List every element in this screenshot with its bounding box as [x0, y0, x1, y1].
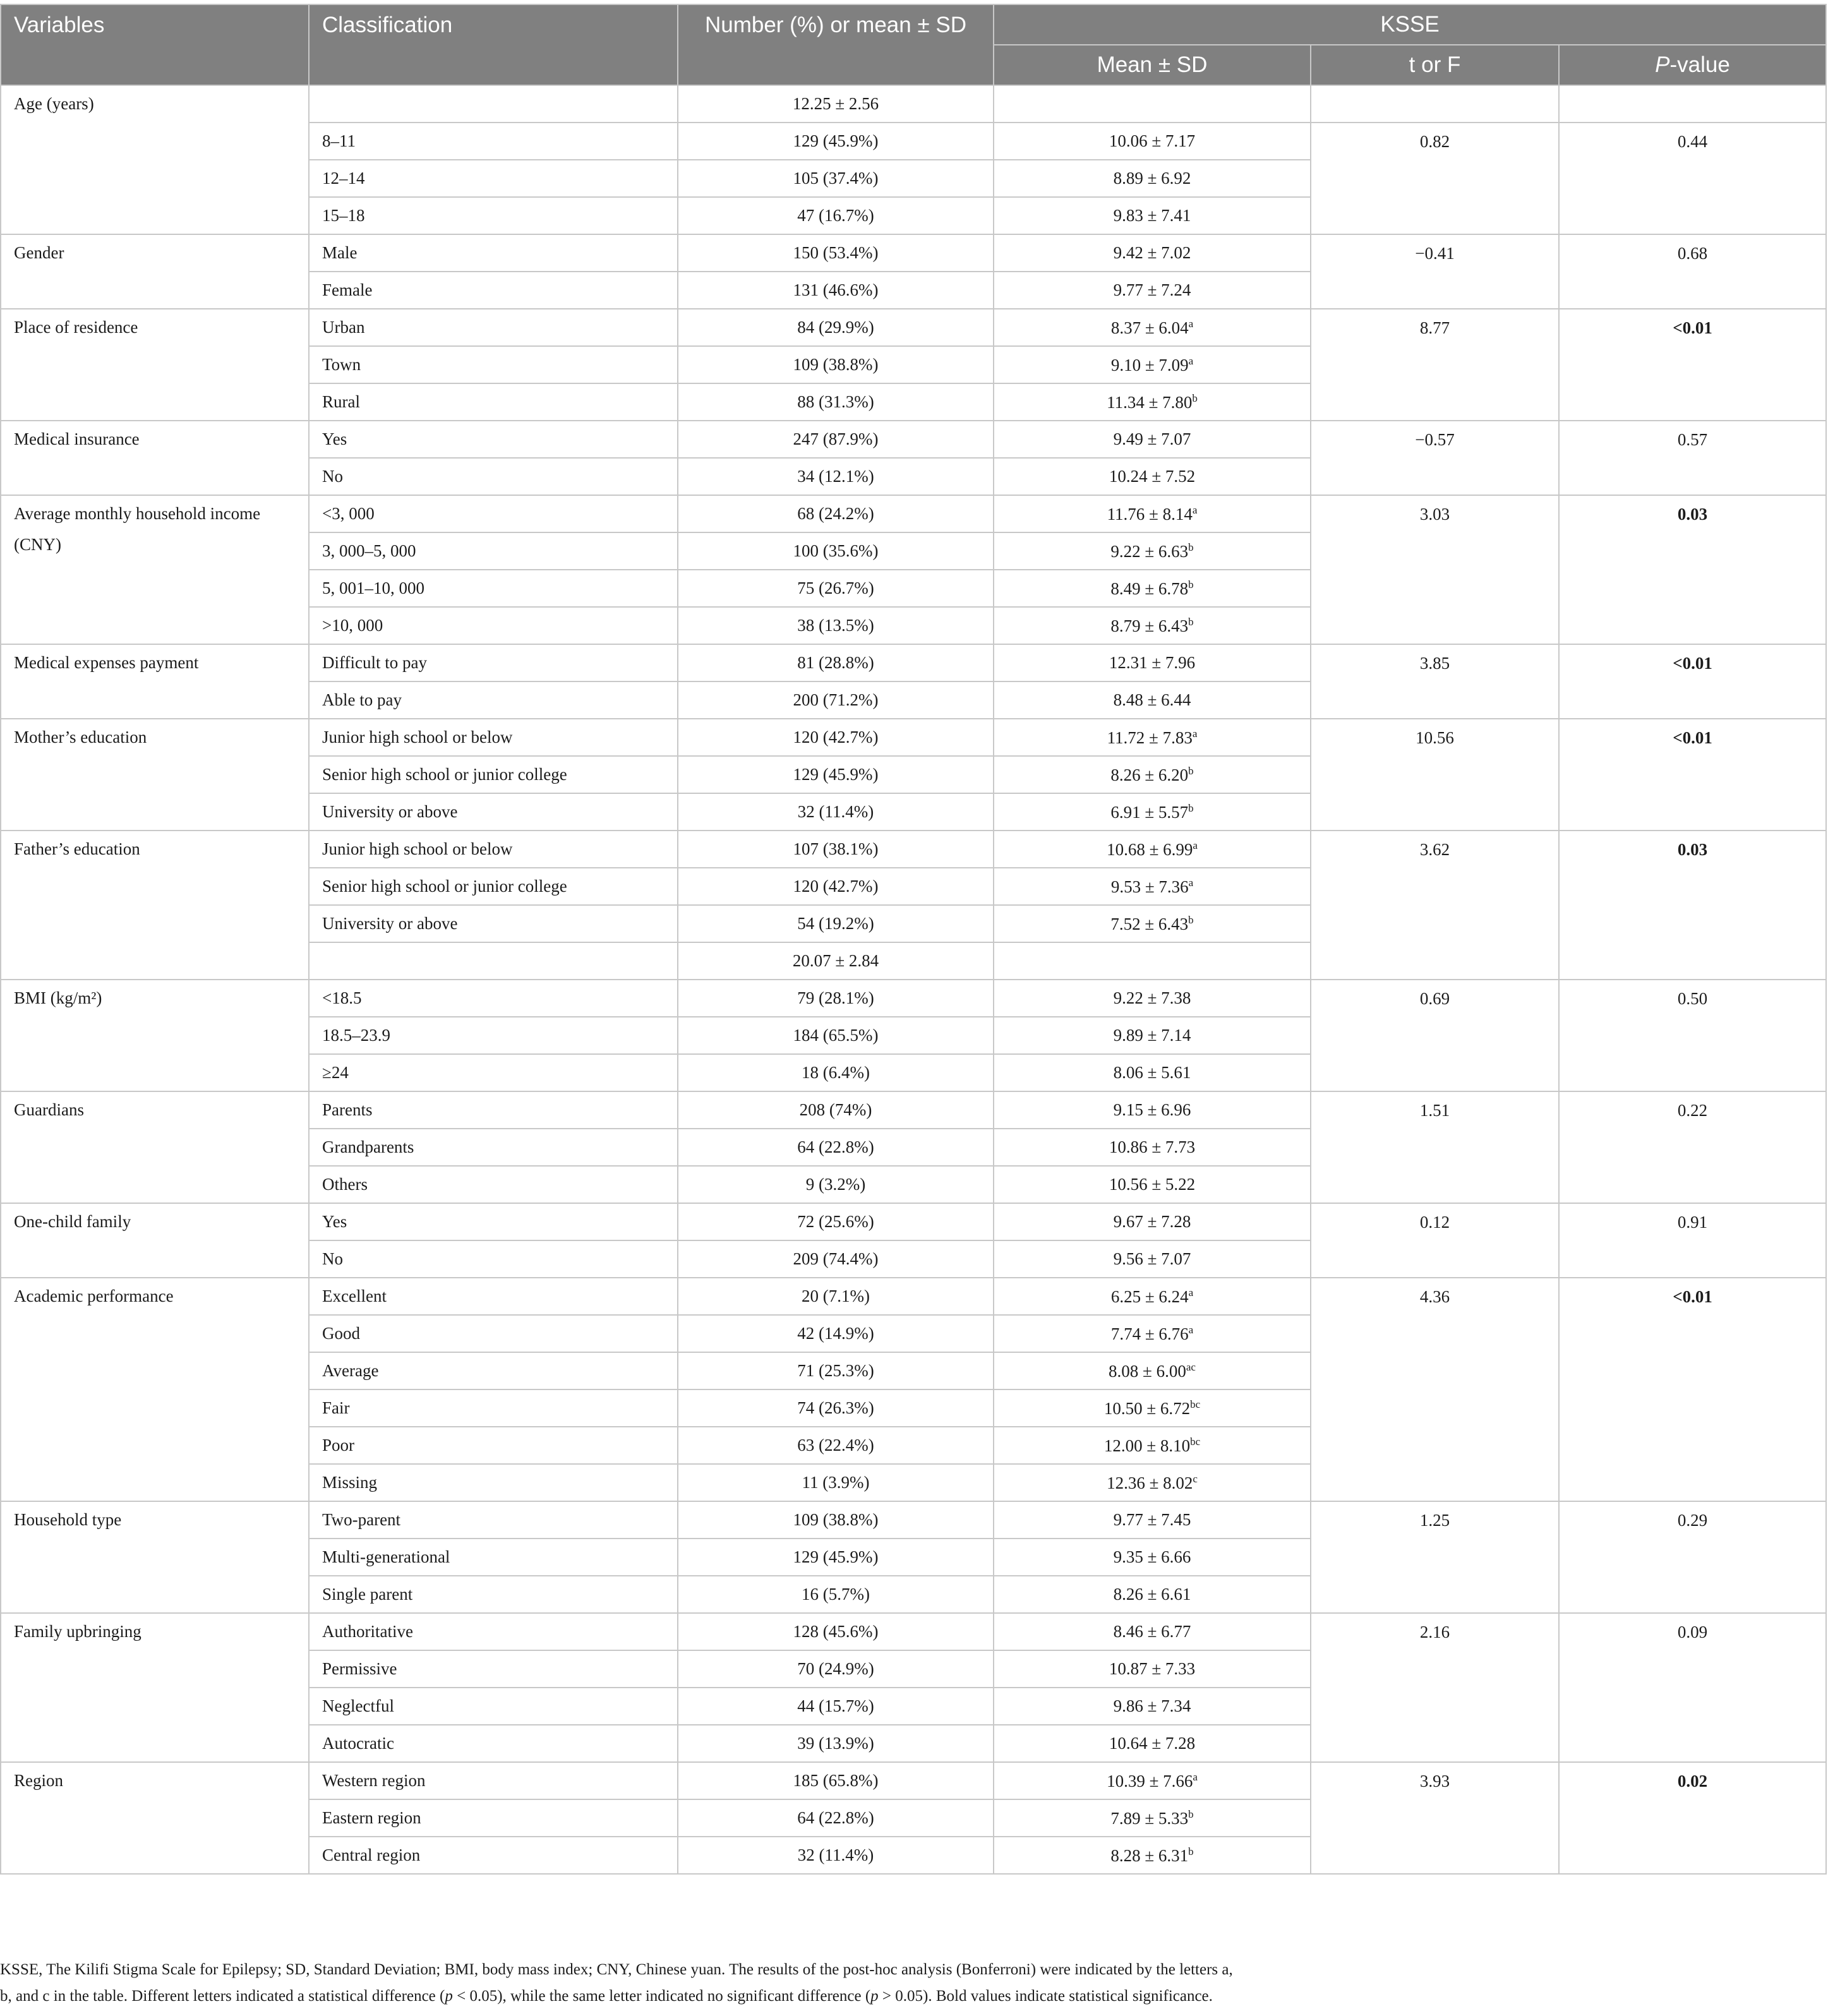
variable-name: Age (years) [1, 85, 309, 234]
header-p-letter: P [1655, 52, 1670, 77]
t-or-f-value: 0.12 [1311, 1203, 1559, 1278]
mean-sd-value: 9.77 ± 7.24 [1113, 280, 1191, 299]
number-cell: 109 (38.8%) [678, 346, 994, 383]
classification-cell: Poor [309, 1427, 678, 1464]
variable-name: Mother’s education [1, 719, 309, 831]
mean-sd-value: 7.74 ± 6.76 [1110, 1324, 1189, 1343]
classification-cell: Male [309, 234, 678, 272]
mean-sd-cell [994, 1389, 1311, 1427]
header-t-or-f: t or F [1311, 45, 1559, 85]
t-or-f-value: −0.57 [1311, 421, 1559, 495]
mean-sd-cell [994, 719, 1311, 756]
footnote-line-2b: < 0.05), while the same letter indicated no significant difference ( [452, 1988, 871, 2005]
mean-sd-value: 8.49 ± 6.78 [1110, 579, 1189, 598]
number-cell: 70 (24.9%) [678, 1650, 994, 1688]
mean-sd-value: 8.26 ± 6.61 [1113, 1585, 1191, 1604]
mean-sd-cell [994, 1240, 1311, 1278]
mean-sd-cell [994, 1278, 1311, 1315]
table-row [1, 644, 1826, 681]
classification-cell: Neglectful [309, 1688, 678, 1725]
mean-sd-value: 11.34 ± 7.80 [1107, 392, 1193, 412]
classification-cell: <18.5 [309, 980, 678, 1017]
t-or-f-value: 10.56 [1311, 719, 1559, 831]
table-row [1, 719, 1826, 756]
mean-sd-cell [994, 905, 1311, 942]
mean-sd-cell [994, 1129, 1311, 1166]
mean-sd-value: 9.89 ± 7.14 [1113, 1026, 1191, 1045]
header-p-value [1559, 45, 1826, 85]
number-cell: 88 (31.3%) [678, 383, 994, 421]
table-row [1, 1613, 1826, 1650]
number-cell: 105 (37.4%) [678, 160, 994, 197]
mean-sd-cell [994, 1650, 1311, 1688]
classification-cell: No [309, 1240, 678, 1278]
classification-cell: Urban [309, 309, 678, 346]
mean-sd-cell [994, 793, 1311, 831]
table-row [1, 1278, 1826, 1315]
classification-cell: Good [309, 1315, 678, 1352]
posthoc-letter: a [1188, 1286, 1194, 1299]
classification-cell: Senior high school or junior college [309, 756, 678, 793]
p-value: <0.01 [1559, 309, 1826, 421]
t-or-f-value: 0.69 [1311, 980, 1559, 1091]
mean-sd-cell [994, 234, 1311, 272]
mean-sd-value: 8.26 ± 6.20 [1110, 765, 1189, 784]
mean-sd-value: 9.67 ± 7.28 [1113, 1212, 1191, 1231]
empty-cell [1311, 85, 1559, 123]
number-cell: 9 (3.2%) [678, 1166, 994, 1203]
mean-sd-cell [994, 1464, 1311, 1501]
mean-sd-value: 9.56 ± 7.07 [1113, 1249, 1191, 1268]
mean-sd-value: 10.64 ± 7.28 [1109, 1734, 1196, 1753]
posthoc-letter: c [1193, 1472, 1198, 1485]
classification-cell [309, 942, 678, 980]
classification-cell: Junior high school or below [309, 719, 678, 756]
classification-cell: Western region [309, 1762, 678, 1799]
posthoc-letter: a [1192, 503, 1198, 516]
mean-sd-value: 8.08 ± 6.00 [1109, 1361, 1186, 1381]
number-cell: 100 (35.6%) [678, 532, 994, 570]
mean-sd-cell [994, 1725, 1311, 1762]
mean-sd-cell [994, 1576, 1311, 1613]
variable-name: Academic performance [1, 1278, 309, 1501]
classification-cell: Excellent [309, 1278, 678, 1315]
classification-cell: 18.5–23.9 [309, 1017, 678, 1054]
mean-sd-cell [994, 1091, 1311, 1129]
mean-sd-value: 12.36 ± 8.02 [1107, 1473, 1193, 1492]
variable-name: Gender [1, 234, 309, 309]
mean-sd-cell [994, 831, 1311, 868]
footnote-line-1: KSSE, The Kilifi Stigma Scale for Epilepsy; SD, Standard Deviation; BMI, body mass index; CNY, Chinese yuan. The results of the post-hoc analysis (Bonferroni) were indicated by the letters a, [0, 1961, 1233, 1978]
mean-sd-value: 10.24 ± 7.52 [1109, 467, 1196, 486]
mean-sd-value: 9.86 ± 7.34 [1113, 1696, 1191, 1715]
number-cell: 84 (29.9%) [678, 309, 994, 346]
mean-sd-value: 8.37 ± 6.04 [1110, 318, 1189, 337]
table-row [1, 309, 1826, 346]
mean-sd-value: 9.15 ± 6.96 [1113, 1100, 1191, 1119]
mean-sd-value: 9.77 ± 7.45 [1113, 1510, 1191, 1529]
mean-sd-cell [994, 123, 1311, 160]
classification-cell: Multi-generational [309, 1539, 678, 1576]
mean-sd-cell [994, 1315, 1311, 1352]
mean-sd-value: 11.72 ± 7.83 [1107, 728, 1193, 747]
t-or-f-value: −0.41 [1311, 234, 1559, 309]
classification-cell: Eastern region [309, 1799, 678, 1837]
mean-sd-cell [994, 1688, 1311, 1725]
variable-name: Medical expenses payment [1, 644, 309, 719]
mean-sd-value: 6.91 ± 5.57 [1110, 802, 1189, 822]
table-row [1, 1091, 1826, 1129]
classification-cell: Yes [309, 1203, 678, 1240]
number-cell: 129 (45.9%) [678, 756, 994, 793]
number-cell: 12.25 ± 2.56 [678, 85, 994, 123]
classification-cell: Permissive [309, 1650, 678, 1688]
classification-cell: Central region [309, 1837, 678, 1874]
table-row [1, 831, 1826, 868]
classification-cell: University or above [309, 793, 678, 831]
variable-name: Household type [1, 1501, 309, 1613]
number-cell: 129 (45.9%) [678, 123, 994, 160]
mean-sd-value: 9.83 ± 7.41 [1113, 206, 1191, 225]
mean-sd-value: 12.00 ± 8.10 [1103, 1436, 1191, 1455]
mean-sd-cell [994, 607, 1311, 644]
mean-sd-value: 10.56 ± 5.22 [1109, 1175, 1196, 1194]
mean-sd-value: 10.50 ± 6.72 [1103, 1398, 1191, 1418]
number-cell: 184 (65.5%) [678, 1017, 994, 1054]
header-kssse: KSSE [994, 4, 1826, 45]
p-value: 0.44 [1559, 123, 1826, 234]
mean-sd-cell [994, 570, 1311, 607]
p-value: 0.29 [1559, 1501, 1826, 1613]
header-number: Number (%) or mean ± SD [678, 4, 994, 85]
header-mean-sd: Mean ± SD [994, 45, 1311, 85]
table-row [1, 1203, 1826, 1240]
mean-sd-value: 6.25 ± 6.24 [1110, 1287, 1189, 1306]
mean-sd-value: 9.10 ± 7.09 [1110, 355, 1189, 375]
number-cell: 109 (38.8%) [678, 1501, 994, 1539]
mean-sd-cell [994, 272, 1311, 309]
variable-name: BMI (kg/m²) [1, 980, 309, 1091]
number-cell: 209 (74.4%) [678, 1240, 994, 1278]
p-value: 0.57 [1559, 421, 1826, 495]
classification-cell: >10, 000 [309, 607, 678, 644]
mean-sd-cell [994, 1427, 1311, 1464]
mean-sd-cell [994, 681, 1311, 719]
number-cell: 129 (45.9%) [678, 1539, 994, 1576]
number-cell: 54 (19.2%) [678, 905, 994, 942]
posthoc-letter: a [1193, 1770, 1198, 1783]
table-footnote [0, 1957, 1301, 2010]
classification-cell: Two-parent [309, 1501, 678, 1539]
variable-name: Guardians [1, 1091, 309, 1203]
number-cell: 47 (16.7%) [678, 197, 994, 234]
classification-cell: 15–18 [309, 197, 678, 234]
table-row [1, 980, 1826, 1017]
mean-sd-cell [994, 1054, 1311, 1091]
variable-name: One-child family [1, 1203, 309, 1278]
number-cell: 131 (46.6%) [678, 272, 994, 309]
posthoc-letter: a [1188, 1323, 1194, 1336]
classification-cell: Single parent [309, 1576, 678, 1613]
number-cell: 32 (11.4%) [678, 1837, 994, 1874]
classification-cell: 5, 001–10, 000 [309, 570, 678, 607]
mean-sd-cell [994, 1613, 1311, 1650]
mean-sd-cell [994, 197, 1311, 234]
t-or-f-value: 1.51 [1311, 1091, 1559, 1203]
mean-sd-cell [994, 160, 1311, 197]
p-value: 0.50 [1559, 980, 1826, 1091]
footnote-p-symbol: p [870, 1988, 879, 2005]
table-row [1, 1762, 1826, 1799]
number-cell: 74 (26.3%) [678, 1389, 994, 1427]
mean-sd-value: 9.22 ± 6.63 [1110, 541, 1189, 561]
t-or-f-value: 3.03 [1311, 495, 1559, 644]
classification-cell: Town [309, 346, 678, 383]
footnote-line-2c: > 0.05). Bold values indicate statistical significance. [878, 1988, 1213, 2005]
t-or-f-value: 3.85 [1311, 644, 1559, 719]
classification-cell: <3, 000 [309, 495, 678, 532]
mean-sd-cell [994, 1762, 1311, 1799]
posthoc-letter: a [1192, 727, 1198, 740]
classification-cell: Rural [309, 383, 678, 421]
table-row [1, 234, 1826, 272]
header-variables: Variables [1, 4, 309, 85]
variable-name: Region [1, 1762, 309, 1874]
mean-sd-cell [994, 1799, 1311, 1837]
number-cell: 20 (7.1%) [678, 1278, 994, 1315]
p-value: <0.01 [1559, 644, 1826, 719]
variable-name: Place of residence [1, 309, 309, 421]
variable-name: Father’s education [1, 831, 309, 980]
classification-cell: 3, 000–5, 000 [309, 532, 678, 570]
footnote-p-symbol: p [445, 1988, 453, 2005]
mean-sd-cell [994, 383, 1311, 421]
classification-cell: Junior high school or below [309, 831, 678, 868]
classification-cell: Difficult to pay [309, 644, 678, 681]
p-value: <0.01 [1559, 1278, 1826, 1501]
t-or-f-value: 4.36 [1311, 1278, 1559, 1501]
posthoc-letter: bc [1190, 1435, 1201, 1448]
mean-sd-cell [994, 532, 1311, 570]
data-table [0, 4, 1827, 1875]
classification-cell: Others [309, 1166, 678, 1203]
posthoc-letter: b [1188, 913, 1194, 926]
mean-sd-cell [994, 942, 1311, 980]
mean-sd-value: 9.53 ± 7.36 [1110, 877, 1189, 896]
table-row [1, 421, 1826, 458]
classification-cell: No [309, 458, 678, 495]
p-value: 0.02 [1559, 1762, 1826, 1874]
number-cell: 20.07 ± 2.84 [678, 942, 994, 980]
mean-sd-value: 9.49 ± 7.07 [1113, 429, 1191, 448]
number-cell: 18 (6.4%) [678, 1054, 994, 1091]
mean-sd-value: 8.06 ± 5.61 [1113, 1063, 1191, 1082]
mean-sd-cell [994, 309, 1311, 346]
mean-sd-value: 10.68 ± 6.99 [1107, 839, 1193, 859]
classification-cell: Fair [309, 1389, 678, 1427]
posthoc-letter: b [1192, 392, 1198, 404]
mean-sd-cell [994, 644, 1311, 681]
number-cell: 34 (12.1%) [678, 458, 994, 495]
mean-sd-cell [994, 1203, 1311, 1240]
number-cell: 11 (3.9%) [678, 1464, 994, 1501]
classification-cell: Missing [309, 1464, 678, 1501]
t-or-f-value: 0.82 [1311, 123, 1559, 234]
number-cell: 75 (26.7%) [678, 570, 994, 607]
t-or-f-value: 2.16 [1311, 1613, 1559, 1762]
mean-sd-value: 7.89 ± 5.33 [1110, 1808, 1189, 1828]
number-cell: 81 (28.8%) [678, 644, 994, 681]
mean-sd-value: 11.76 ± 8.14 [1107, 504, 1193, 524]
t-or-f-value: 3.93 [1311, 1762, 1559, 1874]
mean-sd-cell [994, 458, 1311, 495]
mean-sd-cell [994, 1837, 1311, 1874]
footnote-line-2a: b, and c in the table. Different letters indicated a statistical difference ( [0, 1988, 445, 2005]
mean-sd-value: 9.22 ± 7.38 [1113, 988, 1191, 1007]
classification-cell: Grandparents [309, 1129, 678, 1166]
mean-sd-cell [994, 1166, 1311, 1203]
classification-cell: Authoritative [309, 1613, 678, 1650]
number-cell: 150 (53.4%) [678, 234, 994, 272]
table-row [1, 1501, 1826, 1539]
posthoc-letter: b [1188, 1808, 1194, 1820]
mean-sd-value: 10.06 ± 7.17 [1109, 131, 1196, 150]
posthoc-letter: a [1188, 876, 1194, 889]
number-cell: 107 (38.1%) [678, 831, 994, 868]
posthoc-letter: b [1188, 764, 1194, 777]
number-cell: 32 (11.4%) [678, 793, 994, 831]
table-row [1, 495, 1826, 532]
number-cell: 200 (71.2%) [678, 681, 994, 719]
posthoc-letter: ac [1186, 1360, 1196, 1373]
mean-sd-cell [994, 868, 1311, 905]
table-body [1, 85, 1826, 1874]
mean-sd-value: 8.79 ± 6.43 [1110, 616, 1189, 635]
number-cell: 16 (5.7%) [678, 1576, 994, 1613]
mean-sd-value: 8.48 ± 6.44 [1113, 690, 1191, 709]
variable-name: Medical insurance [1, 421, 309, 495]
mean-sd-value: 10.86 ± 7.73 [1109, 1137, 1196, 1156]
number-cell: 208 (74%) [678, 1091, 994, 1129]
classification-cell: Yes [309, 421, 678, 458]
number-cell: 42 (14.9%) [678, 1315, 994, 1352]
p-value: 0.03 [1559, 495, 1826, 644]
posthoc-letter: b [1188, 541, 1194, 553]
p-value: 0.03 [1559, 831, 1826, 980]
mean-sd-cell [994, 1501, 1311, 1539]
number-cell: 68 (24.2%) [678, 495, 994, 532]
mean-sd-value: 7.52 ± 6.43 [1110, 914, 1189, 933]
number-cell: 38 (13.5%) [678, 607, 994, 644]
number-cell: 71 (25.3%) [678, 1352, 994, 1389]
classification-cell: Average [309, 1352, 678, 1389]
posthoc-letter: b [1188, 801, 1194, 814]
empty-cell [1559, 85, 1826, 123]
mean-sd-cell [994, 346, 1311, 383]
mean-sd-cell [994, 1539, 1311, 1576]
t-or-f-value: 1.25 [1311, 1501, 1559, 1613]
posthoc-letter: a [1188, 317, 1194, 330]
number-cell: 72 (25.6%) [678, 1203, 994, 1240]
number-cell: 39 (13.9%) [678, 1725, 994, 1762]
classification-cell: 12–14 [309, 160, 678, 197]
classification-cell: University or above [309, 905, 678, 942]
posthoc-letter: b [1188, 615, 1194, 628]
mean-sd-cell [994, 421, 1311, 458]
header-classification: Classification [309, 4, 678, 85]
posthoc-letter: b [1188, 578, 1194, 591]
posthoc-letter: b [1188, 1845, 1194, 1857]
number-cell: 120 (42.7%) [678, 719, 994, 756]
mean-sd-cell [994, 495, 1311, 532]
mean-sd-value: 9.35 ± 6.66 [1113, 1547, 1191, 1566]
classification-cell: Autocratic [309, 1725, 678, 1762]
number-cell: 79 (28.1%) [678, 980, 994, 1017]
number-cell: 64 (22.8%) [678, 1129, 994, 1166]
posthoc-letter: bc [1190, 1398, 1201, 1410]
classification-cell: Senior high school or junior college [309, 868, 678, 905]
number-cell: 64 (22.8%) [678, 1799, 994, 1837]
number-cell: 185 (65.8%) [678, 1762, 994, 1799]
mean-sd-cell [994, 1017, 1311, 1054]
mean-sd-cell [994, 1352, 1311, 1389]
classification-cell: 8–11 [309, 123, 678, 160]
header-p-suffix: -value [1669, 52, 1730, 77]
mean-sd-value: 10.87 ± 7.33 [1109, 1659, 1196, 1678]
mean-sd-value: 9.42 ± 7.02 [1113, 243, 1191, 262]
p-value: 0.09 [1559, 1613, 1826, 1762]
number-cell: 128 (45.6%) [678, 1613, 994, 1650]
variable-name: Average monthly household income (CNY) [1, 495, 309, 644]
number-cell: 247 (87.9%) [678, 421, 994, 458]
number-cell: 120 (42.7%) [678, 868, 994, 905]
mean-sd-cell [994, 756, 1311, 793]
mean-sd-value: 8.46 ± 6.77 [1113, 1622, 1191, 1641]
mean-sd-value: 12.31 ± 7.96 [1109, 653, 1196, 672]
mean-sd-value: 8.28 ± 6.31 [1110, 1845, 1189, 1865]
number-cell: 63 (22.4%) [678, 1427, 994, 1464]
mean-sd-value: 10.39 ± 7.66 [1107, 1771, 1193, 1791]
classification-cell: ≥24 [309, 1054, 678, 1091]
posthoc-letter: a [1188, 354, 1194, 367]
classification-cell: Parents [309, 1091, 678, 1129]
mean-sd-cell [994, 85, 1311, 123]
classification-cell: Able to pay [309, 681, 678, 719]
variable-name: Family upbringing [1, 1613, 309, 1762]
p-value: 0.91 [1559, 1203, 1826, 1278]
p-value: 0.22 [1559, 1091, 1826, 1203]
mean-sd-cell [994, 980, 1311, 1017]
p-value: <0.01 [1559, 719, 1826, 831]
t-or-f-value: 3.62 [1311, 831, 1559, 980]
number-cell: 44 (15.7%) [678, 1688, 994, 1725]
table-header [1, 4, 1826, 85]
classification-cell [309, 85, 678, 123]
p-value: 0.68 [1559, 234, 1826, 309]
classification-cell: Female [309, 272, 678, 309]
t-or-f-value: 8.77 [1311, 309, 1559, 421]
mean-sd-value: 8.89 ± 6.92 [1113, 169, 1191, 188]
posthoc-letter: a [1193, 839, 1198, 851]
table-row [1, 85, 1826, 123]
